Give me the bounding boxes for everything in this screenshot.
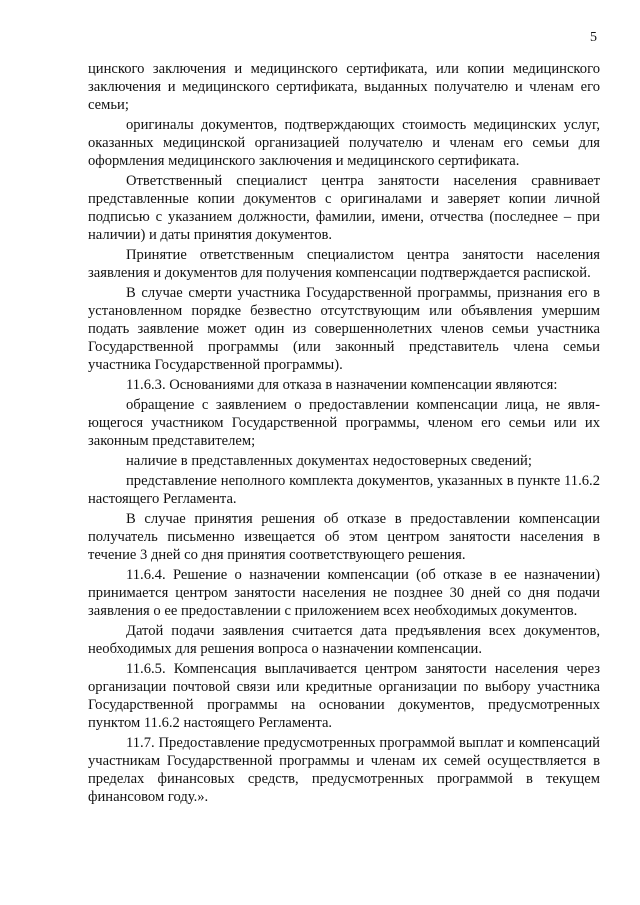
paragraph-refusal-reason-3: представление неполного комплекта документов, указанных в пункте 11.6.2 настоящего Регламента. xyxy=(88,473,600,507)
paragraph-section-11-7: 11.7. Предоставление предусмотренных программой выплат и компенсаций участникам Государственной программы и членам их семей осуществляется в пределах финансовых средств, предусмотренных программой в текущем финансовом году.». xyxy=(88,735,600,805)
page-number: 5 xyxy=(590,30,597,45)
paragraph-original-documents: оригиналы документов, подтверждающих стоимость медицинских услуг, оказанных медицинской организацией получателю и членам его семьи для оформления медицинского заключения и медицинского сертификата. xyxy=(88,117,600,169)
paragraph-section-11-6-3: 11.6.3. Основаниями для отказа в назначении компенсации являются: xyxy=(126,377,558,393)
paragraph-responsible-specialist: Ответственный специалист центра занятости населения сравнивает представленные копии документов с оригиналами и заверяет копии личной подписью с указанием должности, фамилии, имени, отчества (последнее – при наличии) и даты принятия документов. xyxy=(88,173,600,243)
paragraph-application-date: Датой подачи заявления считается дата предъявления всех документов, необходимых для решения вопроса о назначении компенсации. xyxy=(88,623,600,657)
paragraph-refusal-reason-1: обращение с заявлением о предоставлении компенсации лица, не являющегося участником Государственной программы, членом его семьи или их законным представителем; xyxy=(88,397,600,449)
paragraph-refusal-notice: В случае принятия решения об отказе в предоставлении компенсации получатель письменно извещается об этом центром занятости населения в течение 3 дней со дня принятия соответствующего решения. xyxy=(88,511,600,563)
paragraph-receipt-confirmation: Принятие ответственным специалистом центра занятости населения заявления и документов для получения компенсации подтверждается распиской. xyxy=(88,247,600,281)
paragraph-death-case: В случае смерти участника Государственной программы, признания его в установленном порядке безвестно отсутствующим или объявления умершим подать заявление может один из совершеннолетних членов семьи участника Государственной программы (или законный представитель члена семьи участника Государственной программы). xyxy=(88,285,600,373)
paragraph-refusal-reason-2: наличие в представленных документах недостоверных сведений; xyxy=(126,453,532,469)
document-body xyxy=(88,60,600,808)
paragraph-section-11-6-4: 11.6.4. Решение о назначении компенсации (об отказе в ее назначении) принимается центром занятости населения не позднее 30 дней со дня подачи заявления о ее предоставлении с приложением всех необходимых документов. xyxy=(88,567,600,619)
paragraph-section-11-6-5: 11.6.5. Компенсация выплачивается центром занятости населения через организации почтовой связи или кредитные организации по выбору участника Государственной программы на основании документов, предусмотренных пунктом 11.6.2 настоящего Регламента. xyxy=(88,661,600,731)
paragraph-continuation: цинского заключения и медицинского сертификата, или копии медицинского заключения и медицинского сертификата, выданных получателю и членам его семьи; xyxy=(88,61,600,113)
